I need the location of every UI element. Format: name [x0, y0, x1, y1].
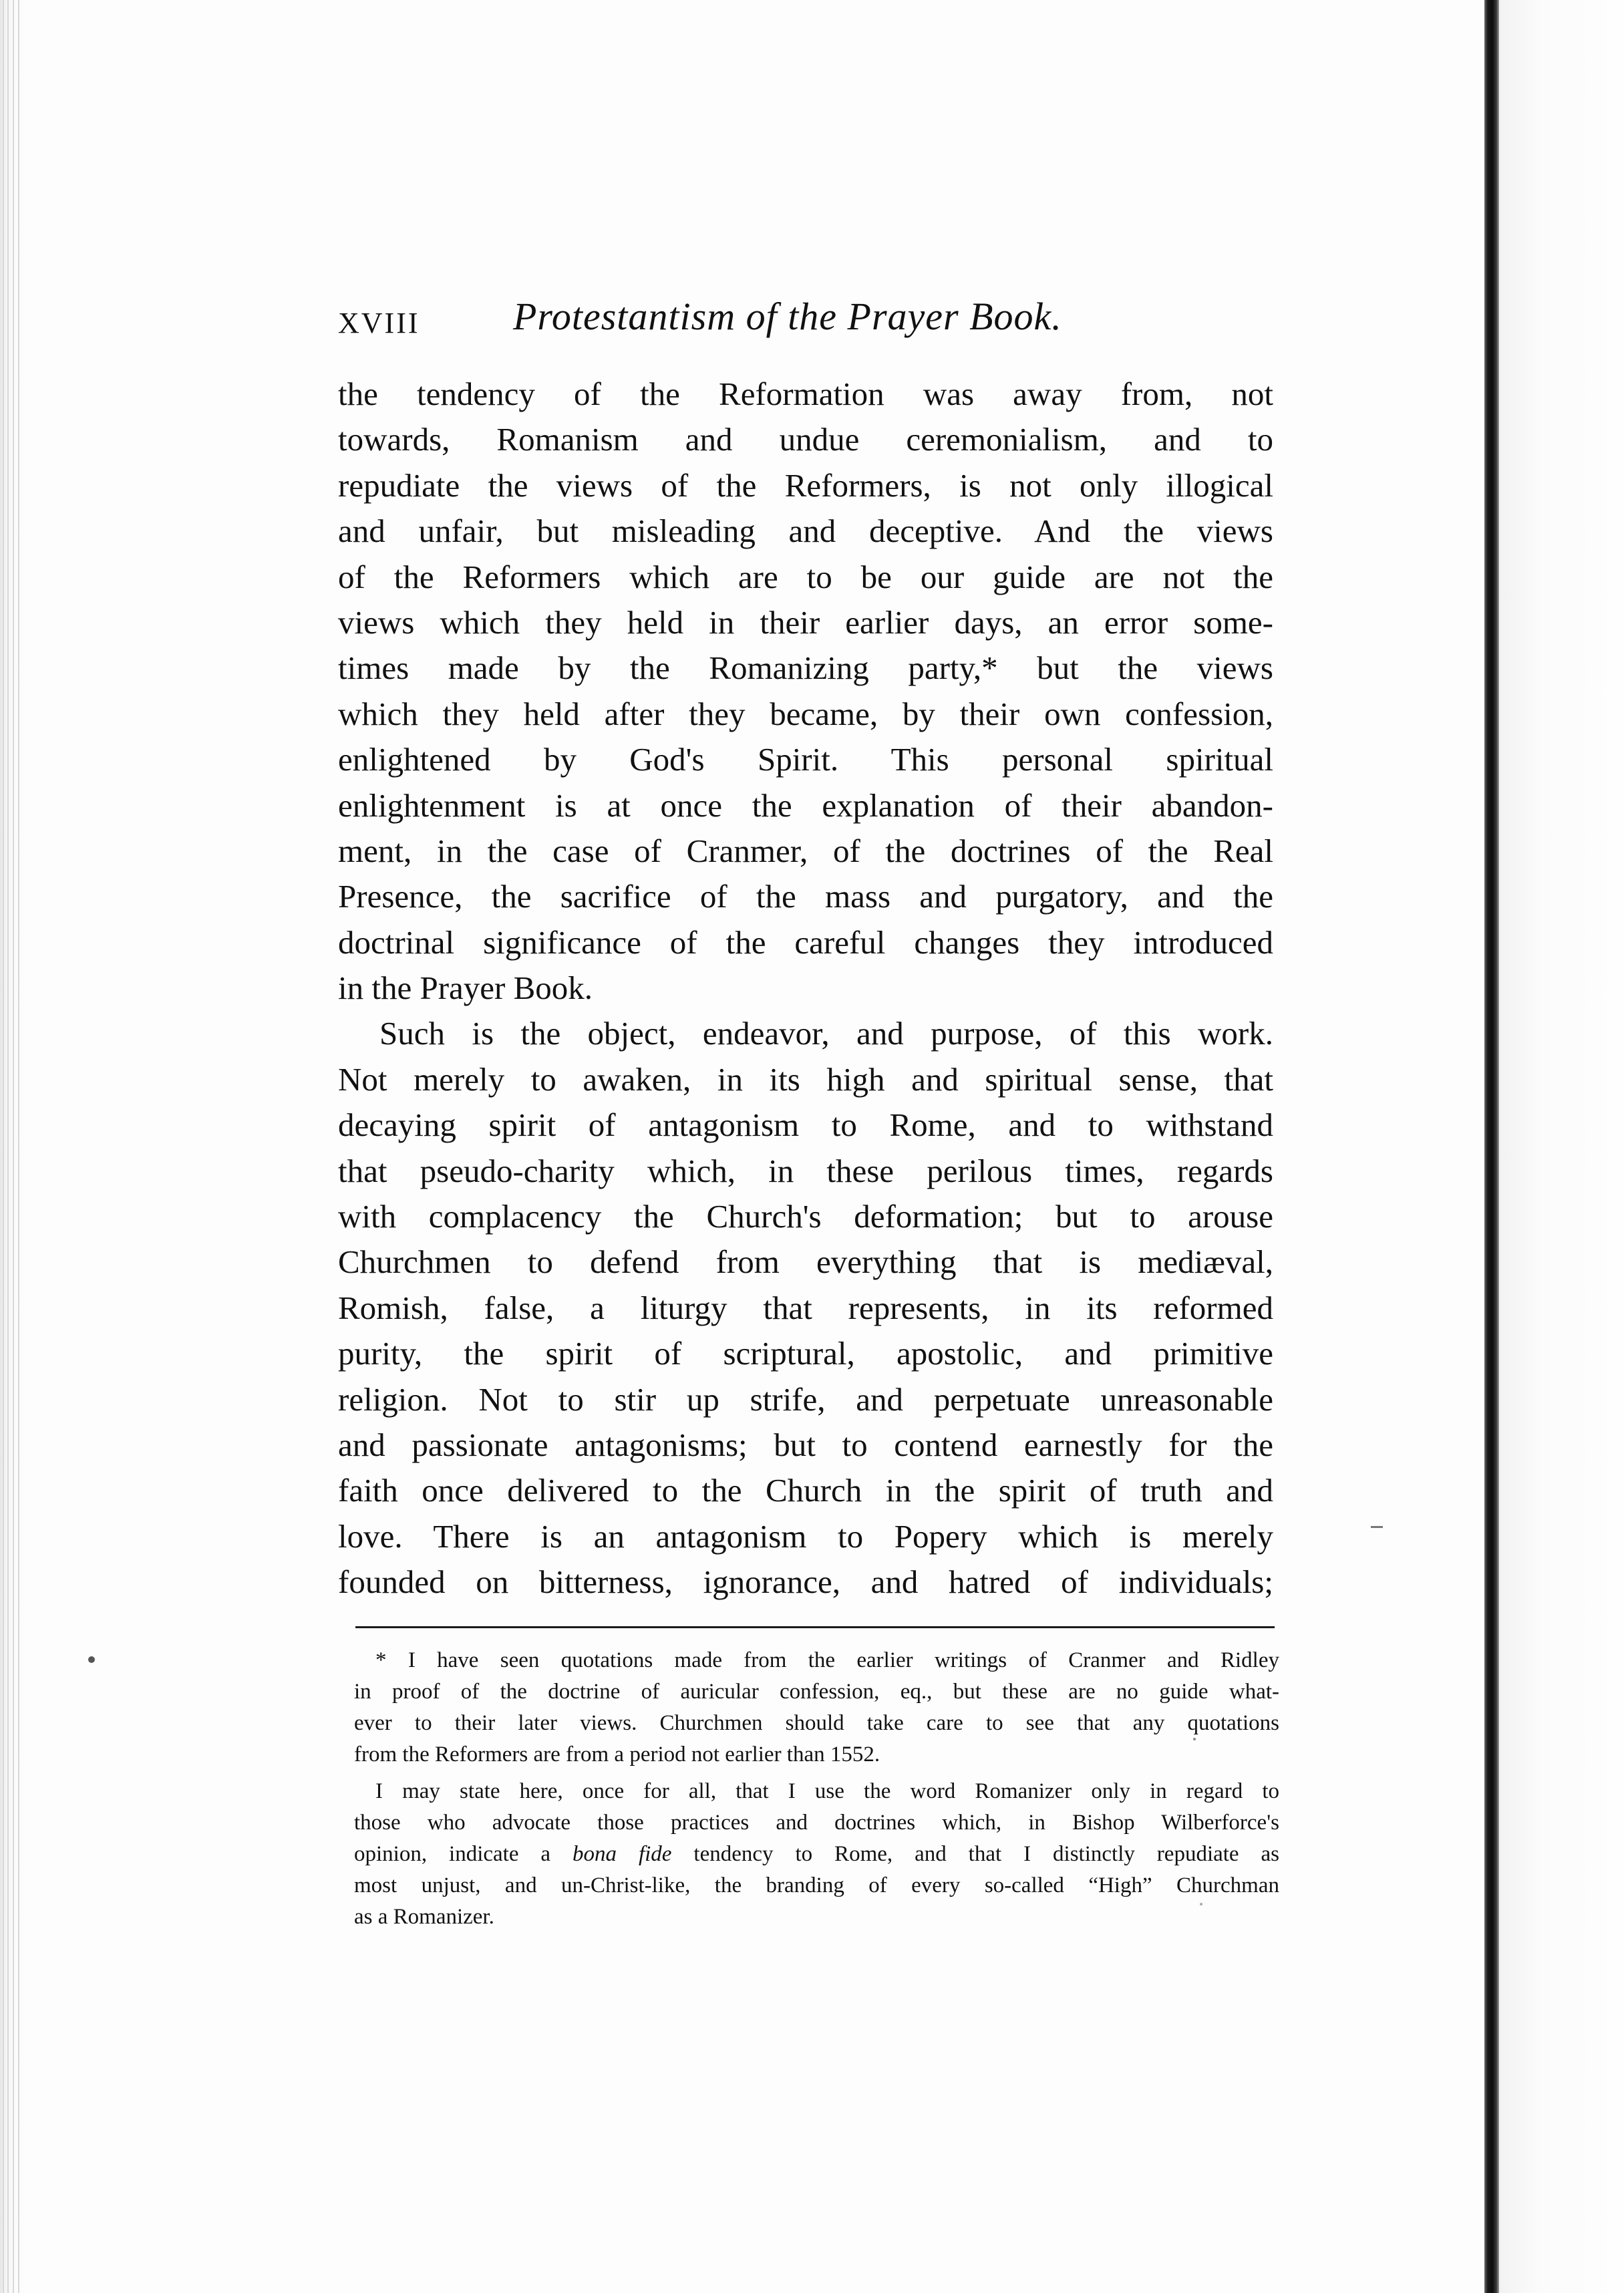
- footnote-line: those who advocate those practices and doctrines which, in Bishop Wilberforce's: [354, 1811, 1279, 1835]
- text-line: Romish, false, a liturgy that represents, in its reformed: [338, 1289, 1273, 1326]
- page-edge-line: [13, 0, 14, 2293]
- footnote-line: as a Romanizer.: [354, 1905, 494, 1929]
- text-line: the tendency of the Reformation was away from, not: [338, 375, 1273, 412]
- text-line: enlightened by God's Spirit. This personal spiritual: [338, 741, 1273, 778]
- text-line: Presence, the sacrifice of the mass and purgatory, and the: [338, 878, 1273, 915]
- text-line: Such is the object, endeavor, and purpose, of this work.: [379, 1015, 1273, 1052]
- text-line: doctrinal significance of the careful changes they introduced: [338, 923, 1273, 961]
- footnote-line: most unjust, and un-Christ-like, the branding of every so-called “High” Churchman: [354, 1873, 1279, 1897]
- running-title: Protestantism of the Prayer Book.: [513, 295, 1062, 338]
- footnote-text: tendency to Rome, and that I distinctly repudiate as: [671, 1842, 1280, 1866]
- footnote-line: from the Reformers are from a period not earlier than 1552.: [354, 1742, 880, 1767]
- text-line: which they held after they became, by their own confession,: [338, 695, 1273, 732]
- footnote-text: opinion, indicate a: [354, 1842, 573, 1866]
- footnote-rule: [355, 1626, 1275, 1628]
- text-line: love. There is an antagonism to Popery which is merely: [338, 1517, 1273, 1555]
- facing-page-edge: [1499, 0, 1624, 2293]
- footnote-line: I may state here, once for all, that I use the word Romanizer only in regard to: [375, 1779, 1279, 1803]
- text-line: towards, Romanism and undue ceremonialism, and to: [338, 421, 1273, 458]
- running-head: [338, 294, 1300, 347]
- text-line: founded on bitterness, ignorance, and hatred of individuals;: [338, 1563, 1273, 1601]
- page-edge-line: [18, 0, 19, 2293]
- text-line: religion. Not to stir up strife, and perpetuate unreasonable: [338, 1380, 1273, 1418]
- page-edge-line: [3, 0, 4, 2293]
- footnote-line: in proof of the doctrine of auricular confession, eq., but these are no guide what-: [354, 1680, 1279, 1704]
- page-stack-edge: [0, 0, 27, 2293]
- text-line: Not merely to awaken, in its high and spiritual sense, that: [338, 1060, 1273, 1098]
- text-line: ment, in the case of Cranmer, of the doctrines of the Real: [338, 832, 1273, 869]
- speck: [88, 1656, 95, 1663]
- body-text: [338, 371, 1273, 1606]
- binding-gutter: [1484, 0, 1499, 2293]
- footnote-line: ever to their later views. Churchmen should take care to see that any quotations: [354, 1711, 1279, 1735]
- text-line: decaying spirit of antagonism to Rome, and to withstand: [338, 1106, 1273, 1144]
- text-line: Churchmen to defend from everything that is mediæval,: [338, 1243, 1273, 1281]
- text-line: that pseudo-charity which, in these perilous times, regards: [338, 1152, 1273, 1189]
- page-number: XVIII: [338, 307, 420, 339]
- text-line: repudiate the views of the Reformers, is not only illogical: [338, 466, 1273, 504]
- text-line: in the Prayer Book.: [338, 969, 593, 1007]
- text-line: views which they held in their earlier days, an error some-: [338, 603, 1273, 641]
- speck: [1371, 1526, 1383, 1528]
- footnote-line: [354, 1839, 1279, 1870]
- text-line: times made by the Romanizing party,* but the views: [338, 649, 1273, 687]
- text-line: enlightenment is at once the explanation of their abandon-: [338, 786, 1273, 824]
- text-line: of the Reformers which are to be our guide are not the: [338, 558, 1273, 595]
- footnote-line: * I have seen quotations made from the earlier writings of Cranmer and Ridley: [375, 1648, 1279, 1672]
- footnotes: [354, 1645, 1279, 1933]
- text-line: with complacency the Church's deformation; but to arouse: [338, 1198, 1273, 1235]
- text-line: purity, the spirit of scriptural, apostolic, and primitive: [338, 1335, 1273, 1372]
- text-line: and unfair, but misleading and deceptive. And the views: [338, 512, 1273, 550]
- italic-term: bona fide: [573, 1842, 672, 1866]
- text-line: faith once delivered to the Church in the spirit of truth and: [338, 1472, 1273, 1509]
- text-line: and passionate antagonisms; but to contend earnestly for the: [338, 1426, 1273, 1463]
- page-edge-line: [7, 0, 9, 2293]
